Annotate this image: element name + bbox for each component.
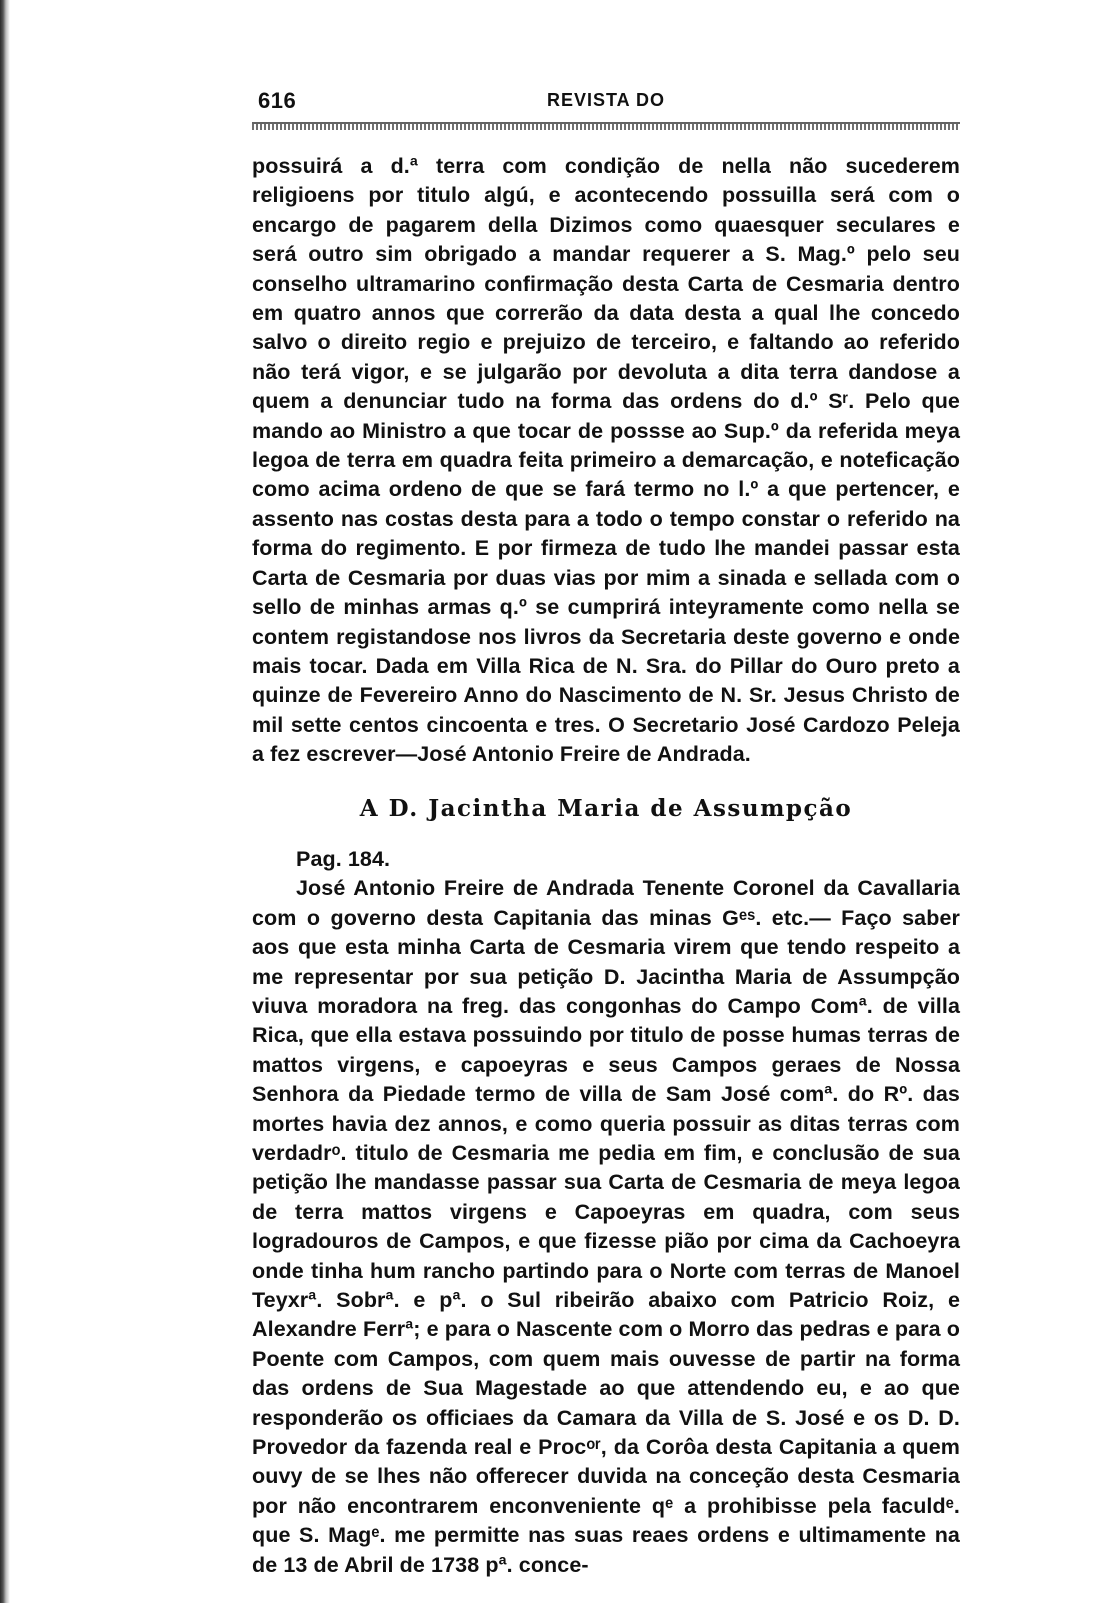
header-rule bbox=[252, 122, 960, 130]
page-reference: Pag. 184. bbox=[296, 846, 391, 871]
page-number: 616 bbox=[258, 88, 297, 113]
section-heading: A D. Jacintha Maria de Assumpção bbox=[359, 794, 853, 822]
page-binding-edge bbox=[0, 0, 10, 1603]
running-header bbox=[252, 88, 960, 118]
continuation-paragraph: possuirá a d.ª terra com condição de nella não sucederem religioens por titulo algú, e acontecendo possuilla será com o encargo de pagarem della Dizimos como quaesquer seculares e será outro sim obrigado a mandar requerer a S. Mag.º pelo seu conselho ultramarino confirmação desta Carta de Cesmaria dentro em quatro annos que correrão da data desta a qual lhe concedo salvo o direito regio e prejuizo de terceiro, e faltando ao referido não terá vigor, e se julgarão por devoluta a dita terra dandose a quem a denunciar tudo na forma das ordens do d.º Sʳ. Pelo que mando ao Ministro a que tocar de possse ao Sup.º da referida meya legoa de terra em quadra feita primeiro a demarcação, e noteficação como acima ordeno de que se fará termo no l.º a que pertencer, e assento nas costas desta para a todo o tempo constar o referido na forma do regimento. E por firmeza de tudo lhe mandei passar esta Carta de Cesmaria por duas vias por mim a sinada e sellada com o sello de minhas armas q.º se cumprirá inteyramente como nella se contem registandose nos livros da Secretaria deste governo e onde mais tocar. Dada em Villa Rica de N. Sra. do Pillar do Ouro preto a quinze de Fevereiro Anno do Nascimento de N. Sr. Jesus Christo de mil sette centos cincoenta e tres. O Secretario José Cardozo Peleja a fez escrever—José Antonio Freire de Andrada. bbox=[252, 154, 960, 767]
section-paragraph: José Antonio Freire de Andrada Tenente Coronel da Cavallaria com o governo desta Capitania das minas Gᵉˢ. etc.— Faço saber aos que esta minha Carta de Cesmaria virem que tendo respeito a me representar por sua petição D. Jacintha Maria de Assumpção viuva moradora na freg. das congonhas do Campo Comª. de villa Rica, que ella estava possuindo por titulo de posse humas terras de mattos virgens, e capoeyras e seus Campos geraes de Nossa Senhora da Piedade termo de villa de Sam José comª. do Rº. das mortes havia dez annos, e como queria possuir as ditas terras com verdadrᵒ. titulo de Cesmaria me pedia em fim, e conclusão de sua petição lhe mandasse passar sua Carta de Cesmaria de meya legoa de terra mattos virgens e Capoeyras em quadra, com seus logradouros de Campos, e que fizesse pião por cima da Cachoeyra onde tinha hum rancho partindo para o Norte com terras de Manoel Teyxrª. Sobrª. e pª. o Sul ribeirão abaixo com Patricio Roiz, e Alexandre Ferrª; e para o Nascente com o Morro das pedras e para o Poente com Campos, com quem mais ouvesse de partir na forma das ordens de Sua Magestade ao que attendendo eu, e ao que responderão os officiaes da Camara da Villa de S. José e os D. D. Provedor da fazenda real e Procᵒʳ, da Corôa desta Capitania a quem ouvy de se lhes não offerecer duvida na conceção desta Cesmaria por não encontrarem enconveniente qᵉ a prohibisse pela faculdᵉ. que S. Magᵉ. me permitte nas suas reaes ordens e ultimamente na de 13 de Abril de 1738 pª. conce- bbox=[252, 876, 960, 1577]
running-title: REVISTA DO bbox=[546, 90, 665, 110]
book-page bbox=[252, 88, 960, 1580]
page-body bbox=[252, 152, 960, 1580]
